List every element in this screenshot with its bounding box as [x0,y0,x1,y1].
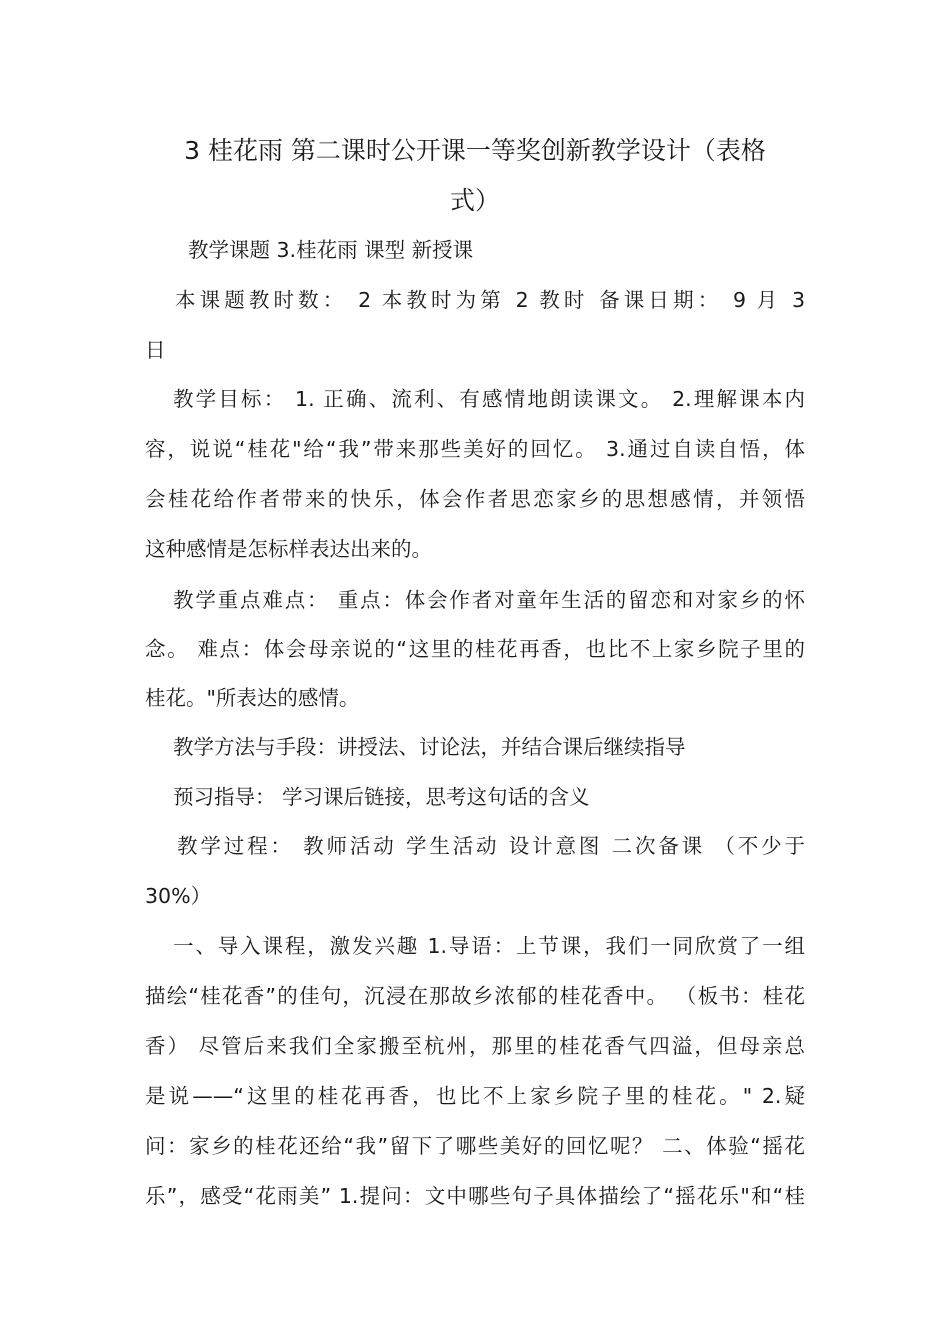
objectives-line-1: 教学目标： 1. 正确、流利、有感情地朗读课文。 2.理解课本内 [173,387,805,411]
body-line-2: 描绘“桂花香”的佳句，沉浸在那故乡浓郁的桂花香中。 （板书：桂花 [145,984,805,1008]
process-line-1: 教学过程： 教师活动 学生活动 设计意图 二次备课 （不少于 [177,834,805,858]
objectives-line-4: 这种感情是怎标样表达出来的。 [145,537,432,561]
preview-guidance-line: 预习指导： 学习课后链接，思考这句话的含义 [173,785,590,809]
key-points-line-1: 教学重点难点： 重点：体会作者对童年生活的留恋和对家乡的怀 [173,588,805,612]
objectives-line-2: 容，说说“桂花"给“我”带来那些美好的回忆。 3.通过自读自悟，体 [145,437,805,461]
key-points-line-2: 念。 难点：体会母亲说的“这里的桂花再香，也比不上家乡院子里的 [145,637,805,661]
process-line-2: 30%） [145,884,212,908]
key-points-line-3: 桂花。"所表达的感情。 [145,686,360,710]
document-title-line-2: 式） [449,186,500,215]
body-line-1: 一、导入课程，激发兴趣 1.导语：上节课，我们一同欣赏了一组 [173,934,805,958]
lesson-topic-line: 教学课题 3.桂花雨 课型 新授课 [188,238,474,262]
objectives-line-3: 会桂花给作者带来的快乐，体会作者思恋家乡的思想感情，并领悟 [145,487,805,511]
document-title-line-1: 3 桂花雨 第二课时公开课一等奖创新教学设计（表格 [184,136,766,165]
body-line-5: 问：家乡的桂花还给“我”留下了哪些美好的回忆呢？ 二、体验“摇花 [145,1134,805,1158]
body-line-4: 是说——“这里的桂花再香，也比不上家乡院子里的桂花。" 2.疑 [145,1084,805,1108]
body-line-3: 香） 尽管后来我们全家搬至杭州，那里的桂花香气四溢，但母亲总 [145,1034,805,1058]
body-line-6: 乐”，感受“花雨美” 1.提问：文中哪些句子具体描绘了“摇花乐"和“桂 [145,1184,805,1208]
class-hours-line-cont: 日 [145,338,166,362]
class-hours-line: 本课题教时数： 2 本教时为第 2 教时 备课日期： 9 月 3 [175,288,805,312]
methods-line: 教学方法与手段：讲授法、讨论法，并结合课后继续指导 [173,735,686,759]
